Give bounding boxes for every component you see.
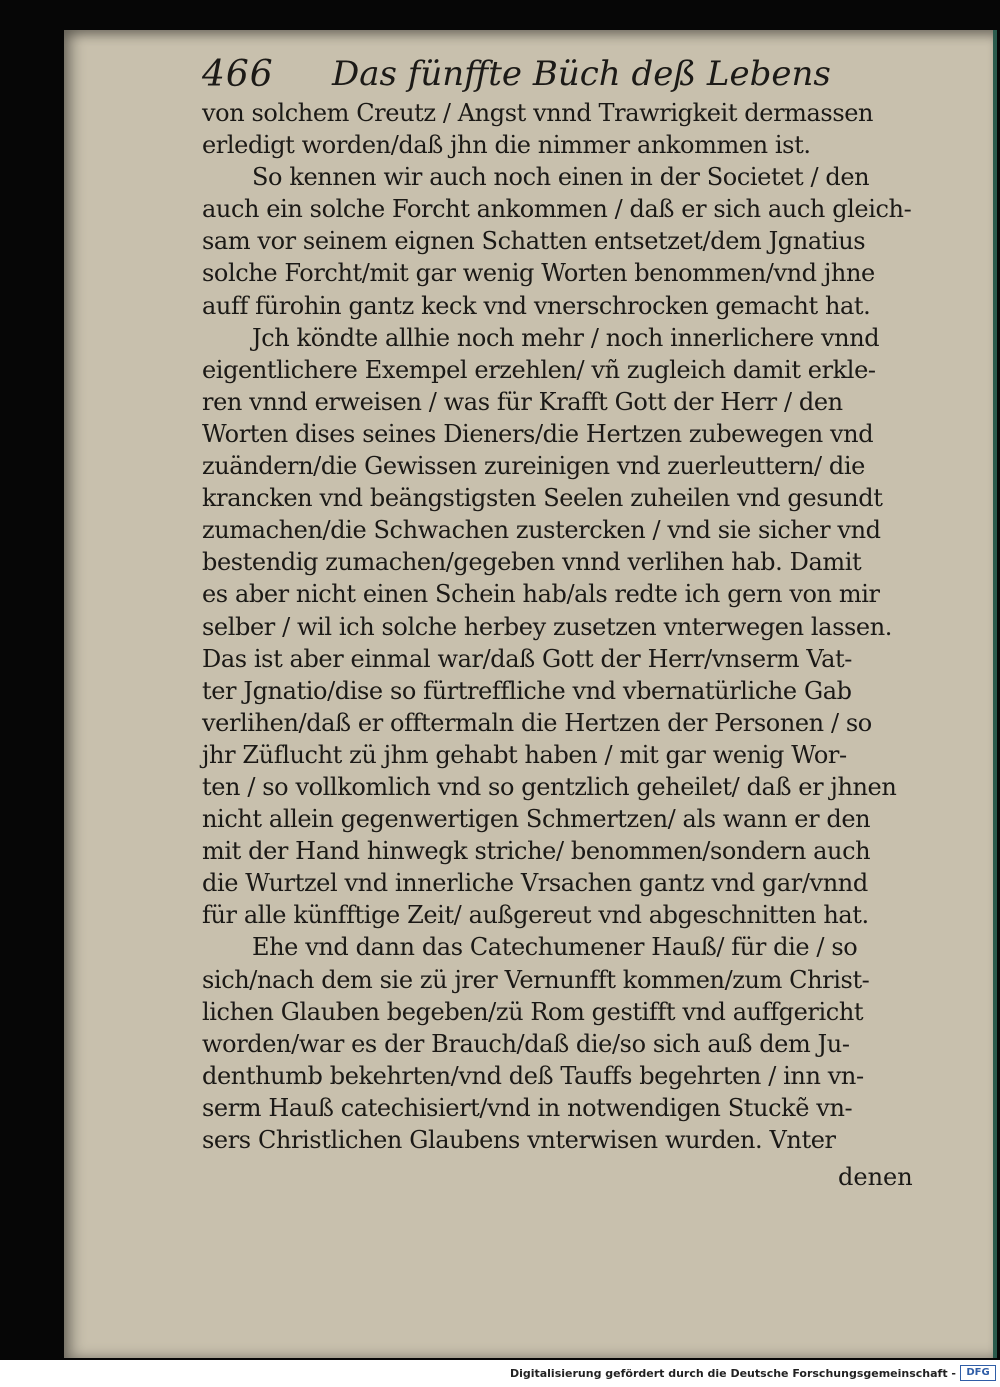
body-text <box>202 97 912 1156</box>
text-line: jhr Züflucht zü jhm gehabt haben / mit gar wenig Wor- <box>202 740 847 769</box>
page-edge <box>993 30 997 1358</box>
text-line: die Wurtzel vnd innerliche Vrsachen gantz vnd gar/vnnd <box>202 869 868 898</box>
text-line: auff fürohin gantz keck vnd vnerschrocken gemacht hat. <box>202 291 871 320</box>
page-header <box>202 52 831 100</box>
text-line: lichen Glauben begeben/zü Rom gestifft vnd auffgericht <box>202 997 864 1026</box>
text-line: erledigt worden/daß jhn die nimmer ankommen ist. <box>202 131 811 160</box>
text-line: bestendig zumachen/gegeben vnnd verlihen hab. Damit <box>202 548 862 577</box>
text-line: So kennen wir auch noch einen in der Societet / den <box>252 163 870 192</box>
text-line: serm Hauß catechisiert/vnd in notwendigen Stuckẽ vn- <box>202 1093 853 1122</box>
text-line: Das ist aber einmal war/daß Gott der Herr/vnserm Vat- <box>202 644 852 673</box>
text-line: eigentlichere Exempel erzehlen/ vñ zugleich damit erkle- <box>202 355 876 384</box>
text-line: Worten dises seines Dieners/die Hertzen zubewegen vnd <box>202 419 874 448</box>
text-line: sers Christlichen Glaubens vnterwisen wurden. Vnter <box>202 1126 836 1154</box>
page-number: 466 <box>202 54 274 95</box>
text-line: für alle künfftige Zeit/ außgereut vnd abgeschnitten hat. <box>202 901 869 930</box>
running-head: Das fünffte Büch deß Lebens <box>332 54 831 94</box>
text-line: es aber nicht einen Schein hab/als redte ich gern von mir <box>202 580 880 609</box>
text-line: Ehe vnd dann das Catechumener Hauß/ für die / so <box>252 933 858 962</box>
text-line: nicht allein gegenwertigen Schmertzen/ als wann er den <box>202 805 871 834</box>
text-line: denthumb bekehrten/vnd deß Tauffs begehrten / inn vn- <box>202 1061 864 1090</box>
text-line: krancken vnd beängstigsten Seelen zuheilen vnd gesundt <box>202 484 883 513</box>
digitization-credit: Digitalisierung gefördert durch die Deutsche Forschungsgemeinschaft - <box>509 1367 956 1380</box>
dfg-logo: DFG <box>960 1365 996 1381</box>
text-line: selber / wil ich solche herbey zusetzen vnterwegen lassen. <box>202 612 893 641</box>
text-line: worden/war es der Brauch/daß die/so sich auß dem Ju- <box>202 1029 850 1058</box>
text-line: Jch köndte allhie noch mehr / noch innerlichere vnnd <box>252 323 880 352</box>
text-line: verlihen/daß er offtermaln die Hertzen der Personen / so <box>202 708 872 737</box>
text-line: zumachen/die Schwachen zustercken / vnd sie sicher vnd <box>202 516 881 545</box>
text-line: ren vnnd erweisen / was für Krafft Gott der Herr / den <box>202 387 843 416</box>
footer-bar <box>0 1360 1000 1387</box>
text-line: solche Forcht/mit gar wenig Worten benommen/vnd jhne <box>202 259 875 288</box>
text-line: ter Jgnatio/dise so fürtreffliche vnd vbernatürliche Gab <box>202 676 852 705</box>
catchword: denen <box>838 1163 913 1191</box>
text-line: auch ein solche Forcht ankommen / daß er sich auch gleich- <box>202 195 912 224</box>
text-line: sam vor seinem eignen Schatten entsetzet/dem Jgnatius <box>202 227 866 256</box>
text-line: mit der Hand hinwegk striche/ benommen/sondern auch <box>202 837 871 866</box>
text-line: sich/nach dem sie zü jrer Vernunfft kommen/zum Christ- <box>202 965 870 994</box>
text-line: ten / so vollkomlich vnd so gentzlich geheilet/ daß er jhnen <box>202 772 897 801</box>
text-line: zuändern/die Gewissen zureinigen vnd zuerleuttern/ die <box>202 452 865 481</box>
text-line: von solchem Creutz / Angst vnnd Trawrigkeit dermassen <box>202 99 874 127</box>
